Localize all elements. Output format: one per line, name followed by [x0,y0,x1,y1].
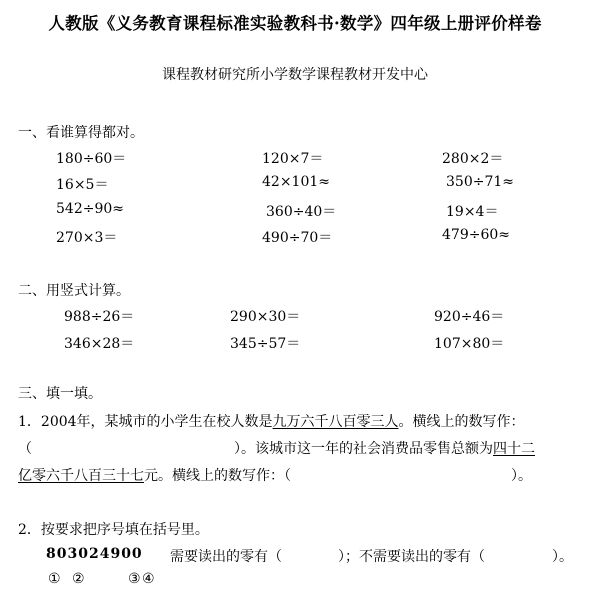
question-1-text-a: 1．2004年，某城市的小学生在校人数是 [18,414,273,430]
question-1-open-paren: （ [18,441,32,457]
problem-1-9: 19×4＝ [446,204,499,220]
problem-1-1: 180÷60＝ [56,151,127,167]
problem-1-4: 16×5＝ [56,177,109,193]
problem-2-4: 346×28＝ [64,336,135,352]
problem-1-3: 280×2＝ [442,151,504,167]
problem-2-6: 107×80＝ [434,336,505,352]
zero-marker-1: ① [48,571,61,587]
question-2-prompt: 2．按要求把序号填在括号里。 [18,522,209,538]
section-3-heading: 三、填一填。 [18,386,102,402]
problem-1-5: 42×101≈ [262,174,330,190]
question-2-number: 803024900 [46,546,143,562]
problem-1-10: 270×3＝ [56,230,118,246]
question-2-close-text: ）。 [552,549,573,565]
page-subtitle: 课程教材研究所小学数学课程教材开发中心 [162,67,428,83]
question-1-line-2 [234,438,535,458]
section-2-heading: 二、用竖式计算。 [18,283,130,299]
problem-2-2: 290×30＝ [230,309,301,325]
problem-1-2: 120×7＝ [262,151,324,167]
question-1-text-d: 元。横线上的数写作：（ [144,468,291,484]
underlined-number-words-2b: 亿零六千八百三十七 [18,468,144,484]
problem-1-8: 360÷40＝ [266,204,337,220]
problem-1-6: 350÷71≈ [446,174,514,190]
problem-1-11: 490÷70＝ [262,230,333,246]
question-1-text-b: 。横线上的数写作： [398,414,525,430]
section-1-heading: 一、看谁算得都对。 [18,125,144,141]
question-1-text-c: ）。该城市这一年的社会消费品零售总额为 [234,441,493,457]
underlined-number-words-1: 九万六千八百零三人 [272,414,399,430]
zero-marker-2: ② [72,571,85,587]
zero-marker-4: ④ [142,571,155,587]
question-1-line-3 [18,465,291,485]
problem-1-7: 542÷90≈ [56,201,124,217]
question-2-sep-text: ）；不需要读出的零有（ [338,549,485,565]
problem-2-3: 920÷46＝ [434,309,505,325]
problem-1-12: 479÷60≈ [442,227,510,243]
question-1-close-paren: ）。 [511,468,532,484]
question-2-need-text: 需要读出的零有（ [170,549,282,565]
problem-2-1: 988÷26＝ [64,309,135,325]
problem-2-5: 345÷57＝ [230,336,301,352]
page-title: 人教版《义务教育课程标准实验教科书·数学》四年级上册评价样卷 [48,14,542,33]
question-1-line-1 [18,411,525,431]
zero-marker-3: ③ [128,571,141,587]
underlined-number-words-2a: 四十二 [493,441,535,457]
